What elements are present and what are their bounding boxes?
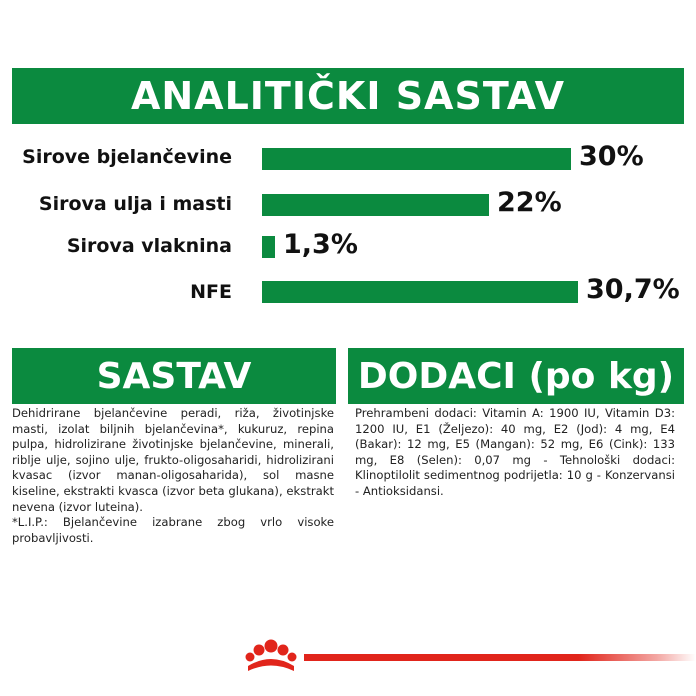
bar-fibre	[262, 236, 275, 258]
value-nfe: 30,7%	[586, 274, 680, 305]
value-fat: 22%	[497, 187, 562, 218]
bar-nfe	[262, 281, 578, 303]
composition-title: SASTAV	[12, 348, 336, 404]
composition-body: Dehidrirane bjelančevine peradi, riža, životinjske masti, izolat biljnih bjelančevina*, kukuruz, repina pulpa, hidrolizirane životinjske bjelančevine, minerali, riblje ulje, sojino ulje, frukto-oligosaharidi, hidrolizirani kvasac (izvor manan-oligosaharida), sol masne kiseline, ekstrakti kvasca (izvor beta glukana), ekstrakt nevena (izvor luteina).	[12, 406, 334, 514]
composition-text	[12, 406, 334, 546]
royal-canin-crown-icon	[244, 636, 298, 676]
analytical-composition-title: ANALITIČKI SASTAV	[12, 68, 684, 124]
row-label-fibre: Sirova vlaknina	[66, 235, 232, 257]
additives-title: DODACI (po kg)	[348, 348, 684, 404]
footer-red-line	[304, 654, 696, 661]
row-label-nfe: NFE	[190, 281, 232, 303]
value-protein: 30%	[579, 141, 644, 172]
bar-fat	[262, 194, 489, 216]
value-fibre: 1,3%	[283, 229, 358, 260]
row-label-protein: Sirove bjelančevine	[22, 146, 232, 168]
bar-protein	[262, 148, 571, 170]
additives-text: Prehrambeni dodaci: Vitamin A: 1900 IU, Vitamin D3: 1200 IU, E1 (Željezo): 40 mg, E2 (Jod): 4 mg, E4 (Bakar): 12 mg, E5 (Mangan): 52 mg, E6 (Cink): 133 mg, E8 (Selen): 0,07 mg - Tehnološki dodaci: Klinoptilolit sedimentnog podrijetla: 10 g - Konzervansi - Antioksidansi.	[355, 406, 675, 498]
row-label-fat: Sirova ulja i masti	[38, 193, 232, 215]
composition-note: *L.I.P.: Bjelančevine izabrane zbog vrlo visoke probavljivosti.	[12, 515, 334, 545]
